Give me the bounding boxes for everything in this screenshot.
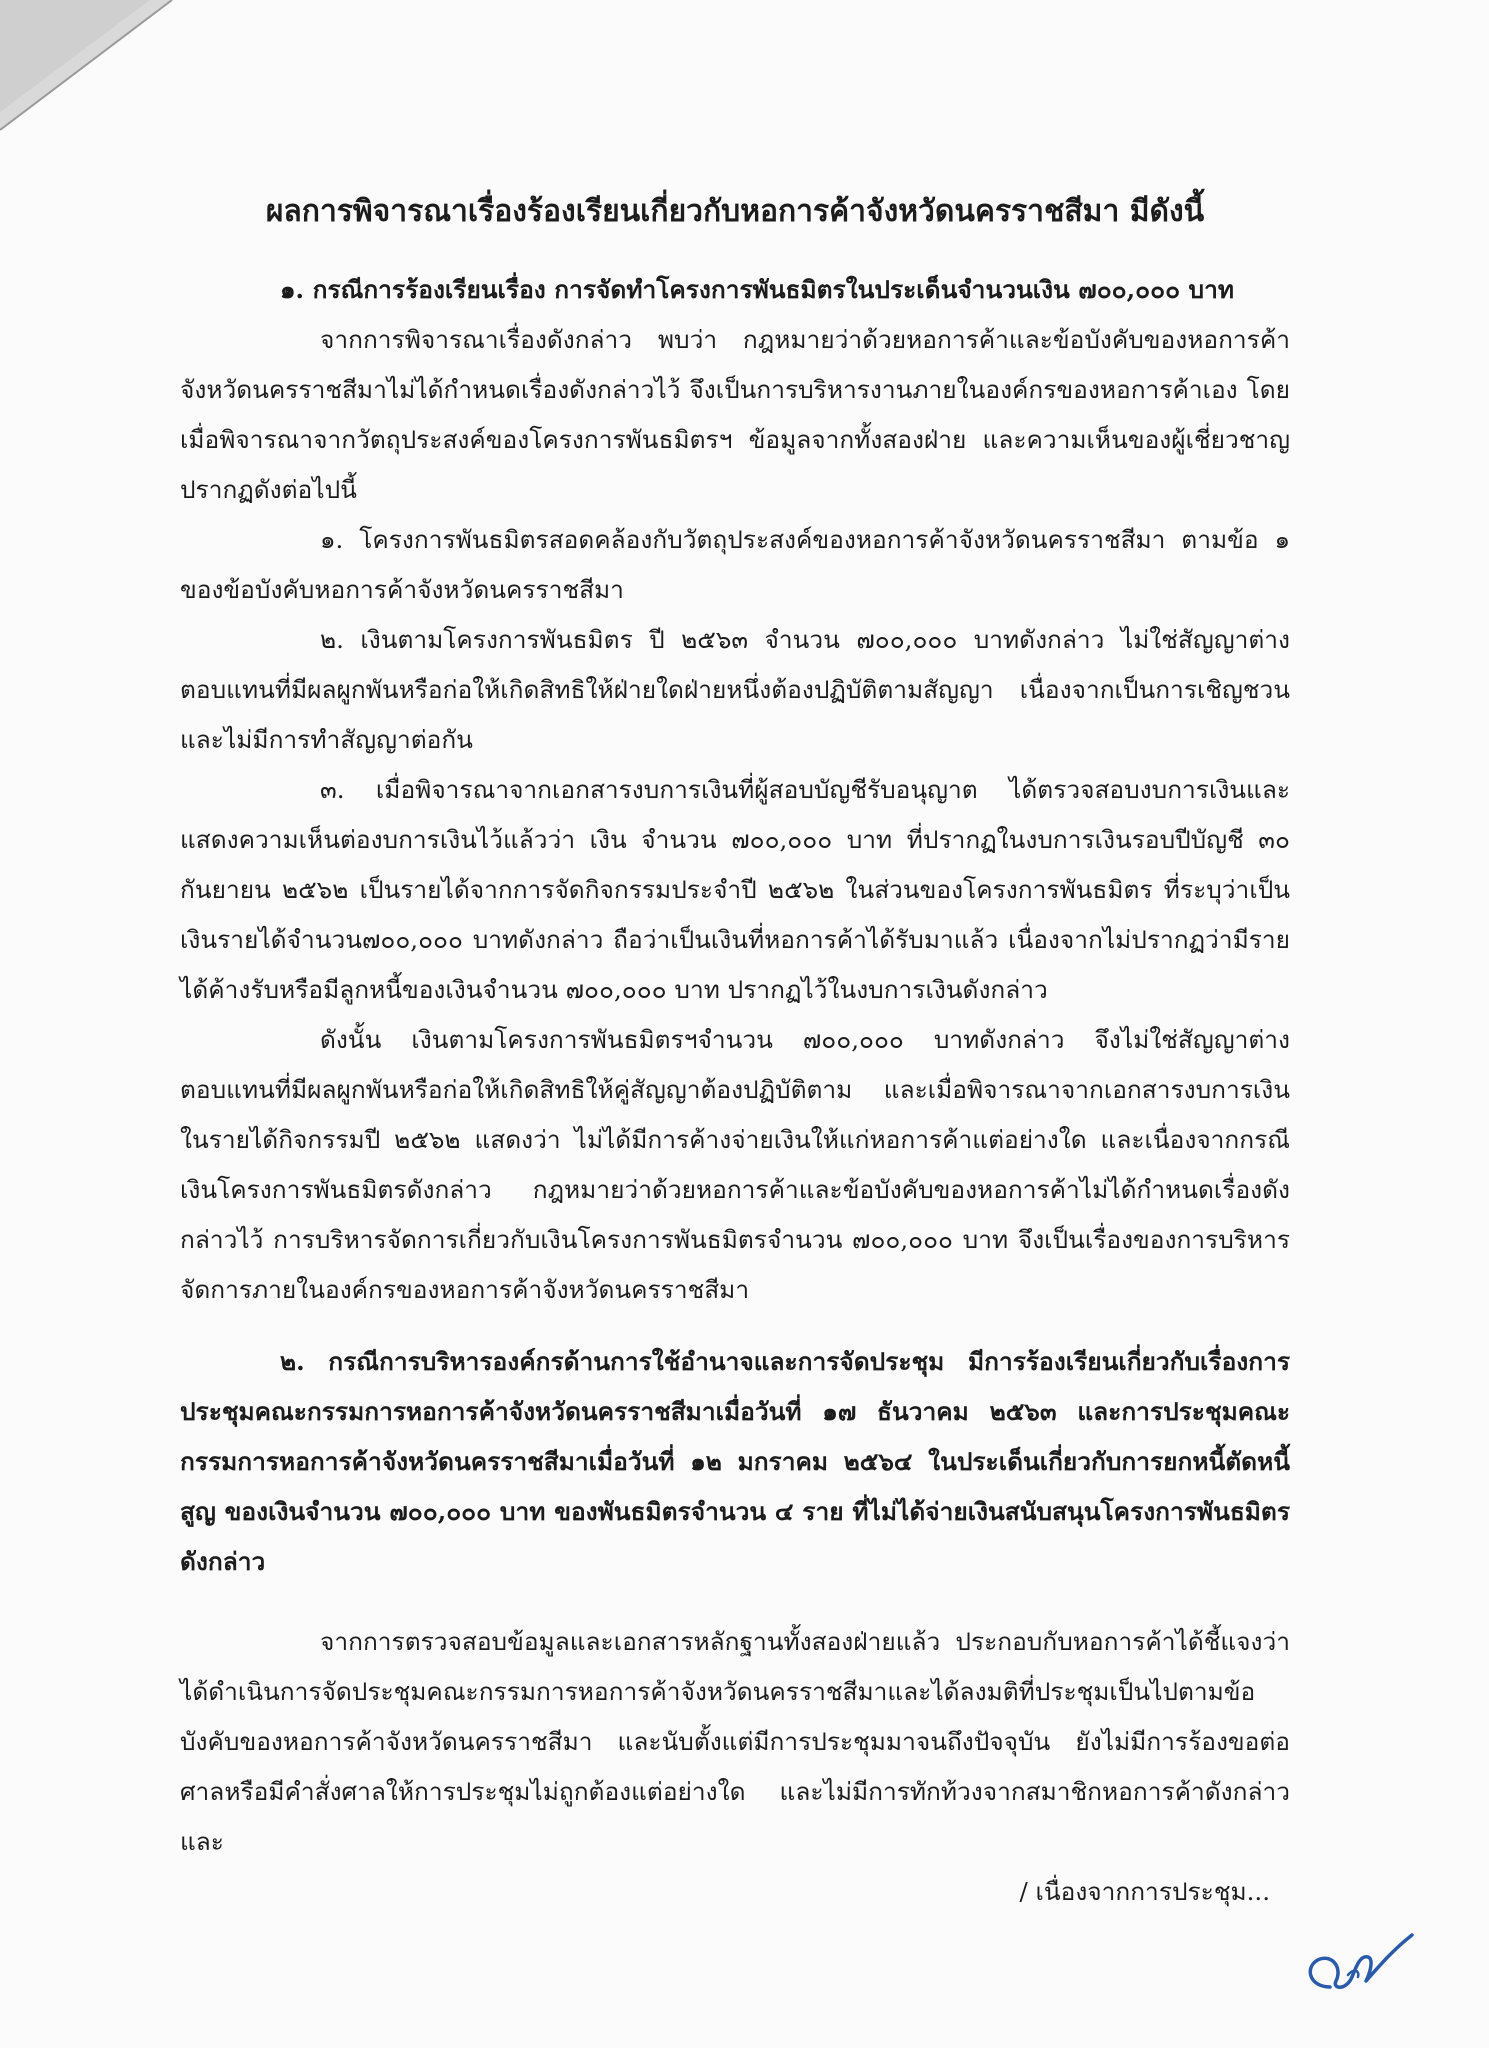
signature-mark <box>1290 1925 1420 2005</box>
section1-heading: ๑. กรณีการร้องเรียนเรื่อง การจัดทำโครงการพันธมิตรในประเด็นจำนวนเงิน ๗๐๐,๐๐๐ บาท <box>280 275 1235 304</box>
section2-body: จากการตรวจสอบข้อมูลและเอกสารหลักฐานทั้งสองฝ่ายแล้ว ประกอบกับหอการค้าได้ชี้แจงว่าได้ดำเนินการจัดประชุมคณะกรรมการหอการค้าจังหวัดนครราชสีมาและได้ลงมติที่ประชุมเป็นไปตามข้อบังคับของหอการค้าจังหวัดนครราชสีมา และนับตั้งแต่มีการประชุมมาจนถึงปัจจุบัน ยังไม่มีการร้องขอต่อศาลหรือมีคำสั่งศาลให้การประชุมไม่ถูกต้องแต่อย่างใด และไม่มีการทักท้วงจากสมาชิกหอการค้าดังกล่าว และ <box>180 1627 1290 1856</box>
section2-heading: ๒. กรณีการบริหารองค์กรด้านการใช้อำนาจและการจัดประชุม มีการร้องเรียนเกี่ยวกับเรื่องการประชุมคณะกรรมการหอการค้าจังหวัดนครราชสีมาเมื่อวันที่ ๑๗ ธันวาคม ๒๕๖๓ และการประชุมคณะกรรมการหอการค้าจังหวัดนครราชสีมาเมื่อวันที่ ๑๒ มกราคม ๒๕๖๔ ในประเด็นเกี่ยวกับการยกหนี้ตัดหนี้สูญ ของเงินจำนวน ๗๐๐,๐๐๐ บาท ของพันธมิตรจำนวน ๔ ราย ที่ไม่ได้จ่ายเงินสนับสนุนโครงการพันธมิตรดังกล่าว <box>180 1347 1290 1576</box>
section1-item3: ๓. เมื่อพิจารณาจากเอกสารงบการเงินที่ผู้สอบบัญชีรับอนุญาต ได้ตรวจสอบงบการเงินและแสดงความเห็นต่องบการเงินไว้แล้วว่า เงิน จำนวน ๗๐๐,๐๐๐ บาท ที่ปรากฏในงบการเงินรอบปีบัญชี ๓๐ กันยายน ๒๕๖๒ เป็นรายได้จากการจัดกิจกรรมประจำปี ๒๕๖๒ ในส่วนของโครงการพันธมิตร ที่ระบุว่าเป็นเงินรายได้จำนวน๗๐๐,๐๐๐ บาทดังกล่าว ถือว่าเป็นเงินที่หอการค้าได้รับมาแล้ว เนื่องจากไม่ปรากฏว่ามีรายได้ค้างรับหรือมีลูกหนี้ของเงินจำนวน ๗๐๐,๐๐๐ บาท ปรากฏไว้ในงบการเงินดังกล่าว <box>180 775 1290 1004</box>
continuation-note: / เนื่องจากการประชุม... <box>1019 1877 1270 1906</box>
section1-item2: ๒. เงินตามโครงการพันธมิตร ปี ๒๕๖๓ จำนวน ๗๐๐,๐๐๐ บาทดังกล่าว ไม่ใช่สัญญาต่างตอบแทนที่มีผลผูกพันหรือก่อให้เกิดสิทธิให้ฝ่ายใดฝ่ายหนึ่งต้องปฏิบัติตามสัญญา เนื่องจากเป็นการเชิญชวนและไม่มีการทำสัญญาต่อกัน <box>180 625 1290 754</box>
page-corner-fold <box>0 0 180 150</box>
section1-conclusion: ดังนั้น เงินตามโครงการพันธมิตรฯจำนวน ๗๐๐,๐๐๐ บาทดังกล่าว จึงไม่ใช่สัญญาต่างตอบแทนที่มีผลผูกพันหรือก่อให้เกิดสิทธิให้คู่สัญญาต้องปฏิบัติตาม และเมื่อพิจารณาจากเอกสารงบการเงินในรายได้กิจกรรมปี ๒๕๖๒ แสดงว่า ไม่ได้มีการค้างจ่ายเงินให้แก่หอการค้าแต่อย่างใด และเนื่องจากกรณีเงินโครงการพันธมิตรดังกล่าว กฎหมายว่าด้วยหอการค้าและข้อบังคับของหอการค้าไม่ได้กำหนดเรื่องดังกล่าวไว้ การบริหารจัดการเกี่ยวกับเงินโครงการพันธมิตรจำนวน ๗๐๐,๐๐๐ บาท จึงเป็นเรื่องของการบริหารจัดการภายในองค์กรของหอการค้าจังหวัดนครราชสีมา <box>180 1025 1290 1304</box>
document-title: ผลการพิจารณาเรื่องร้องเรียนเกี่ยวกับหอการค้าจังหวัดนครราชสีมา มีดังนี้ <box>265 194 1205 229</box>
document-body <box>180 188 1290 1917</box>
section1-intro: จากการพิจารณาเรื่องดังกล่าว พบว่า กฎหมายว่าด้วยหอการค้าและข้อบังคับของหอการค้าจังหวัดนครราชสีมาไม่ได้กำหนดเรื่องดังกล่าวไว้ จึงเป็นการบริหารงานภายในองค์กรของหอการค้าเอง โดยเมื่อพิจารณาจากวัตถุประสงค์ของโครงการพันธมิตรฯ ข้อมูลจากทั้งสองฝ่าย และความเห็นของผู้เชี่ยวชาญ ปรากฏดังต่อไปนี้ <box>180 325 1290 504</box>
section1-item1: ๑. โครงการพันธมิตรสอดคล้องกับวัตถุประสงค์ของหอการค้าจังหวัดนครราชสีมา ตามข้อ ๑ ของข้อบังคับหอการค้าจังหวัดนครราชสีมา <box>180 525 1290 604</box>
